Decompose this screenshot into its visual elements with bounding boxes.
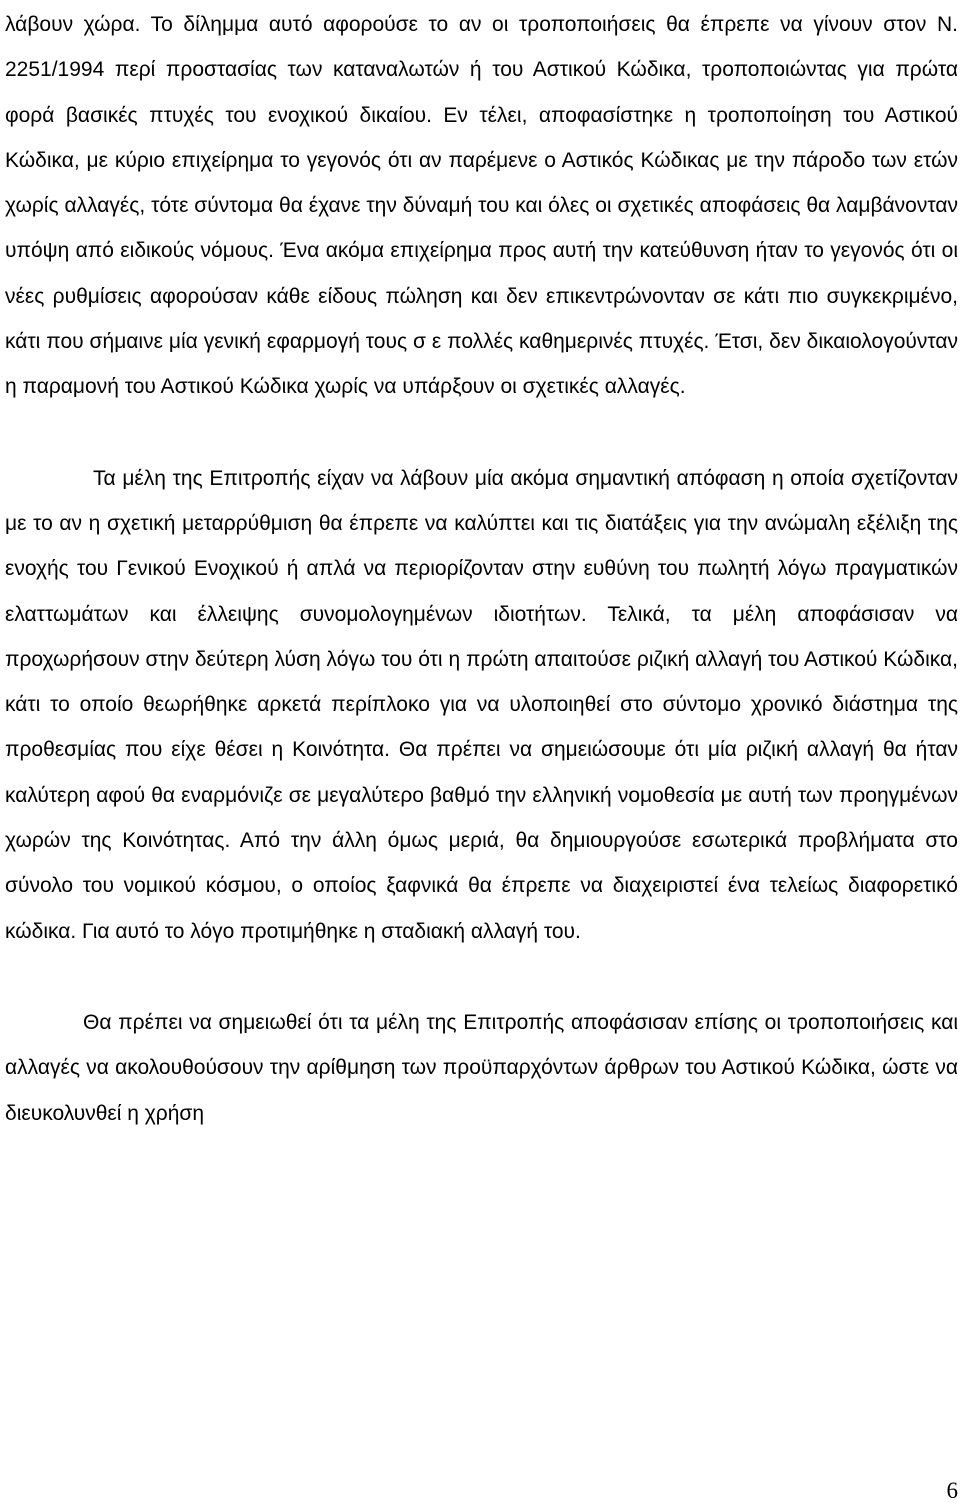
document-page bbox=[5, 0, 958, 1136]
page-number: 6 bbox=[946, 1478, 958, 1503]
paragraph-3: Θα πρέπει να σημειωθεί ότι τα μέλη της Επιτροπής αποφάσισαν επίσης οι τροποποιήσεις και αλλαγές να ακολουθούσουν την αρίθμηση των προϋπαρχόντων άρθρων του Αστικού Κώδικα, ώστε να διευκολυνθεί η χρήση bbox=[5, 1010, 958, 1125]
paragraph-2: Τα μέλη της Επιτροπής είχαν να λάβουν μία ακόμα σημαντική απόφαση η οποία σχετίζονταν με το αν η σχετική μεταρρύθμιση θα έπρεπε να καλύπτει και τις διατάξεις για την ανώμαλη εξέλιξη της ενοχής του Γενικού Ενοχικού ή απλά να περιορίζονταν στην ευθύνη του πωλητή λόγω πραγματικών ελαττωμάτων και έλλειψης συνομολογημένων ιδιοτήτων. Τελικά, τα μέλη αποφάσισαν να προχωρήσουν στην δεύτερη λύση λόγω του ότι η πρώτη απαιτούσε ριζική αλλαγή του Αστικού Κώδικα, κάτι το οποίο θεωρήθηκε αρκετά περίπλοκο για να υλοποιηθεί στο σύντομο χρονικό διάστημα της προθεσμίας που είχε θέσει η Κοινότητα. Θα πρέπει να σημειώσουμε ότι μία ριζική αλλαγή θα ήταν καλύτερη αφού θα εναρμόνιζε σε μεγαλύτερο βαθμό την ελληνική νομοθεσία με αυτή των προηγμένων χωρών της Κοινότητας. Από την άλλη όμως μεριά, θα δημιουργούσε εσωτερικά προβλήματα στο σύνολο του νομικού κόσμου, ο οποίος ξαφνικά θα έπρεπε να διαχειριστεί ένα τελείως διαφορετικό κώδικα. Για αυτό το λόγο προτιμήθηκε η σταδιακή αλλαγή του. bbox=[5, 466, 958, 943]
paragraph-1: λάβουν χώρα. Το δίλημμα αυτό αφορούσε το αν οι τροποποιήσεις θα έπρεπε να γίνουν στον Ν. 2251/1994 περί προστασίας των καταναλωτών ή του Αστικού Κώδικα, τροποποιώντας για πρώτα φορά βασικές πτυχές του ενοχικού δικαίου. Εν τέλει, αποφασίστηκε η τροποποίηση του Αστικού Κώδικα, με κύριο επιχείρημα το γεγονός ότι αν παρέμενε ο Αστικός Κώδικας με την πάροδο των ετών χωρίς αλλαγές, τότε σύντομα θα έχανε την δύναμή του και όλες οι σχετικές αποφάσεις θα λαμβάνονταν υπόψη από ειδικούς νόμους. Ένα ακόμα επιχείρημα προς αυτή την κατεύθυνση ήταν το γεγονός ότι οι νέες ρυθμίσεις αφορούσαν κάθε είδους πώληση και δεν επικεντρώνονταν σε κάτι πιο συγκεκριμένο, κάτι που σήμαινε μία γενική εφαρμογή τους σ ε πολλές καθημερινές πτυχές. Έτσι, δεν δικαιολογούνταν η παραμονή του Αστικού Κώδικα χωρίς να υπάρξουν οι σχετικές αλλαγές. bbox=[5, 13, 958, 399]
